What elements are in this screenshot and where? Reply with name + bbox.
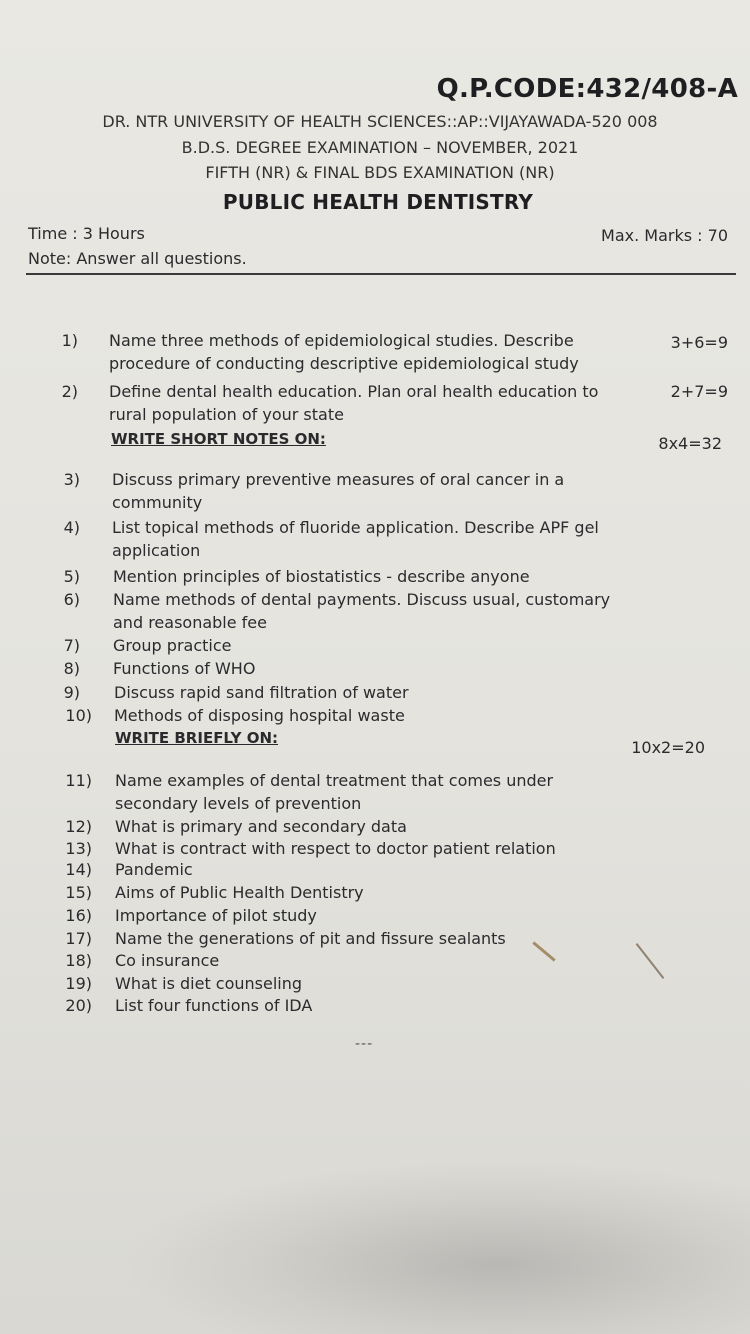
qp-code: Q.P.CODE:432/408-A: [436, 74, 738, 104]
section-heading-short-notes: WRITE SHORT NOTES ON:: [111, 430, 326, 448]
question-text: Name the generations of pit and fissure sealants: [115, 929, 506, 948]
question-number: 14): [65, 860, 92, 879]
question-text: Aims of Public Health Dentistry: [115, 883, 364, 902]
question-number: 7): [63, 636, 80, 655]
shadow-overlay: [120, 1160, 750, 1334]
question-marks: 3+6=9: [670, 333, 728, 352]
divider: [26, 273, 736, 275]
question-text: Co insurance: [115, 951, 220, 970]
time-info: Time : 3 Hours: [28, 224, 145, 243]
question-number: 4): [63, 518, 80, 537]
question-text: Name methods of dental payments. Discuss usual, customary and reasonable fee: [113, 590, 611, 632]
question-text: Name three methods of epidemiological studies. Describe procedure of conducting descriptive epidemiological study: [109, 331, 579, 373]
question-number: 19): [65, 974, 92, 993]
max-marks: Max. Marks : 70: [601, 226, 728, 245]
question-number: 10): [65, 706, 92, 725]
question-text: Methods of disposing hospital waste: [114, 706, 405, 725]
end-mark: ---: [355, 1036, 374, 1052]
question-number: 15): [65, 883, 92, 902]
question-text: Discuss rapid sand filtration of water: [114, 683, 409, 702]
question-text: Functions of WHO: [113, 659, 256, 678]
question-number: 16): [65, 906, 92, 925]
question-number: 13): [65, 839, 92, 858]
section-heading-write-briefly: WRITE BRIEFLY ON:: [115, 729, 279, 747]
section-marks-short-notes: 8x4=32: [658, 434, 722, 453]
question-text: What is primary and secondary data: [115, 817, 407, 836]
question-text: Mention principles of biostatistics - describe anyone: [113, 567, 530, 586]
note: Note: Answer all questions.: [28, 249, 247, 268]
question-text: Name examples of dental treatment that comes under secondary levels of prevention: [115, 771, 554, 813]
section-marks-write-briefly: 10x2=20: [631, 738, 705, 757]
question-number: 20): [65, 996, 92, 1015]
university-name: DR. NTR UNIVERSITY OF HEALTH SCIENCES::AP::VIJAYAWADA-520 008: [102, 112, 658, 131]
question-number: 11): [65, 771, 92, 790]
exam-session: FIFTH (NR) & FINAL BDS EXAMINATION (NR): [205, 163, 555, 182]
question-number: 6): [63, 590, 80, 609]
question-number: 8): [63, 659, 80, 678]
question-text: Define dental health education. Plan oral health education to rural population of your state: [109, 382, 599, 424]
question-number: 5): [63, 567, 80, 586]
question-text: Pandemic: [115, 860, 193, 879]
question-text: List topical methods of fluoride application. Describe APF gel application: [112, 518, 599, 560]
question-text: What is contract with respect to doctor patient relation: [115, 839, 556, 858]
question-number: 3): [63, 470, 80, 489]
question-marks: 2+7=9: [670, 382, 728, 401]
question-text: Group practice: [113, 636, 232, 655]
question-number: 2): [61, 382, 78, 401]
question-number: 9): [63, 683, 80, 702]
subject-title: PUBLIC HEALTH DENTISTRY: [222, 190, 534, 214]
question-text: What is diet counseling: [115, 974, 303, 993]
question-number: 18): [65, 951, 92, 970]
question-number: 17): [65, 929, 92, 948]
exam-title: B.D.S. DEGREE EXAMINATION – NOVEMBER, 2021: [181, 138, 579, 157]
question-text: List four functions of IDA: [115, 996, 313, 1015]
question-text: Discuss primary preventive measures of oral cancer in a community: [112, 470, 565, 512]
question-number: 1): [61, 331, 78, 350]
question-number: 12): [65, 817, 92, 836]
question-text: Importance of pilot study: [115, 906, 317, 925]
